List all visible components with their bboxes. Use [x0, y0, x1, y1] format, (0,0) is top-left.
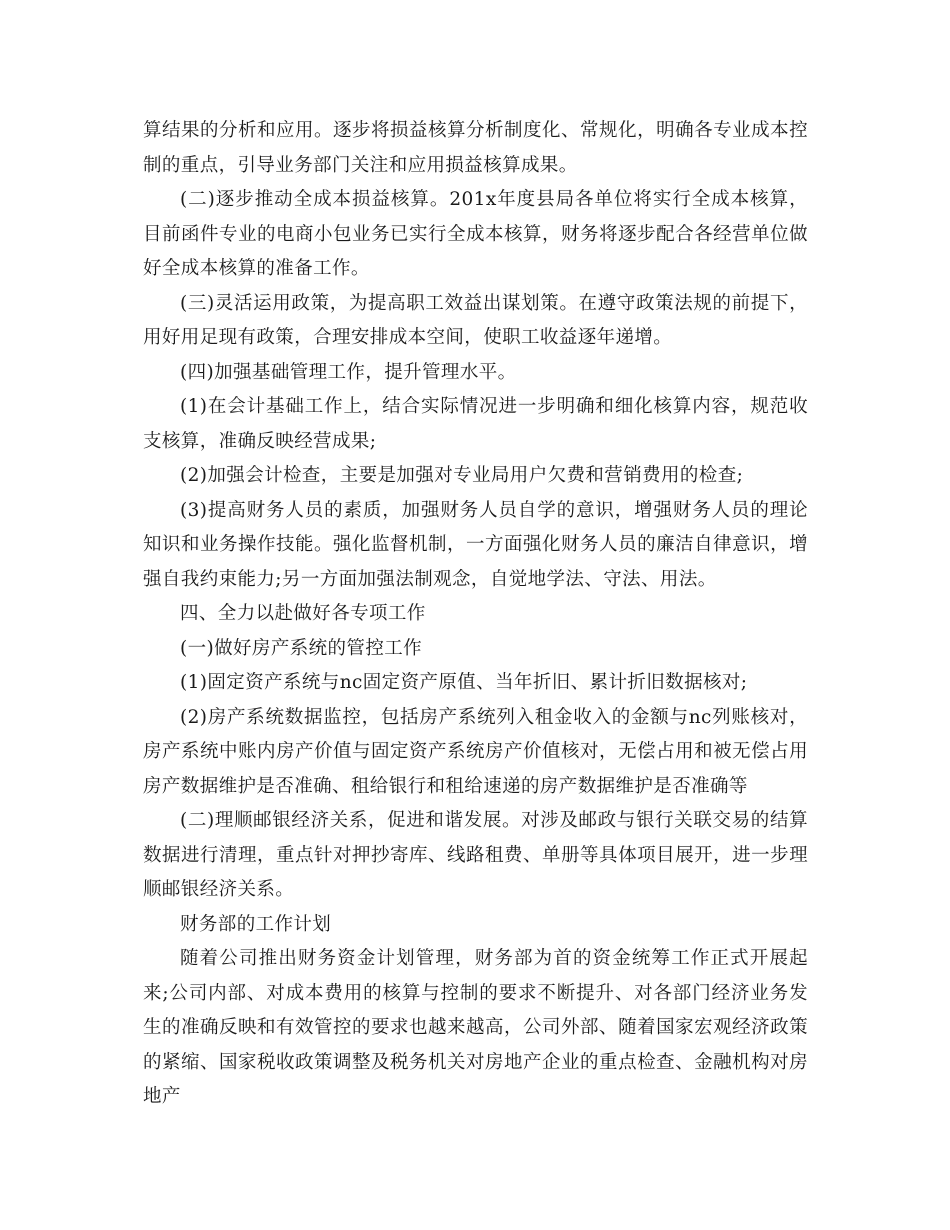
paragraph-postal-bank: (二)理顺邮银经济关系，促进和谐发展。对涉及邮政与银行关联交易的结算数据进行清理，重点针对押抄寄库、线路租费、单册等具体项目展开，进一步理顺邮银经济关系。 — [143, 810, 808, 900]
section-heading-4: 四、全力以赴做好各专项工作 — [180, 603, 426, 624]
paragraph-plan-intro: 随着公司推出财务资金计划管理，财务部为首的资金统筹工作正式开展起来;公司内部、对成本费用的核算与控制的要求不断提升、对各部门经济业务发生的准确反映和有效管控的要求也越来越高，公司外部、随着国家宏观经济政策的紧缩、国家税收政策调整及税务机关对房地产企业的重点检查、金融机构对房地产 — [143, 948, 808, 1107]
paragraph-item-3: (三)灵活运用政策，为提高职工效益出谋划策。在遵守政策法规的前提下，用好用足现有政策，合理安排成本空间，使职工收益逐年递增。 — [143, 292, 808, 348]
plan-title: 财务部的工作计划 — [180, 913, 332, 935]
paragraph-subitem-3: (3)提高财务人员的素质，加强财务人员自学的意识，增强财务人员的理论知识和业务操作技能。强化监督机制，一方面强化财务人员的廉洁自律意识，增强自我约束能力;另一方面加强法制观念，自觉地学法、守法、用法。 — [143, 499, 808, 590]
paragraph-item-2: (二)逐步推动全成本损益核算。201x年度县局各单位将实行全成本核算，目前函件专业的电商小包业务已实行全成本核算，财务将逐步配合各经营单位做好全成本核算的准备工作。 — [143, 189, 808, 279]
subsection-heading-1: (一)做好房产系统的管控工作 — [180, 637, 423, 659]
paragraph-item-4: (四)加强基础管理工作，提升管理水平。 — [180, 361, 517, 383]
paragraph-continuation: 算结果的分析和应用。逐步将损益核算分析制度化、常规化，明确各专业成本控制的重点，引导业务部门关注和应用损益核算成果。 — [143, 120, 808, 176]
paragraph-asset-1: (1)固定资产系统与nc固定资产原值、当年折旧、累计折旧数据核对; — [180, 672, 748, 693]
document-body — [143, 114, 808, 1115]
paragraph-subitem-2: (2)加强会计检查，主要是加强对专业局用户欠费和营销费用的检查; — [180, 465, 744, 486]
paragraph-subitem-1: (1)在会计基础工作上，结合实际情况进一步明确和细化核算内容，规范收支核算，准确反映经营成果; — [143, 396, 808, 452]
paragraph-asset-2: (2)房产系统数据监控，包括房产系统列入租金收入的金额与nc列账核对，房产系统中账内房产价值与固定资产系统房产价值核对，无偿占用和被无偿占用房产数据维护是否准确、租给银行和租给速递的房产数据维护是否准确等 — [143, 706, 808, 797]
